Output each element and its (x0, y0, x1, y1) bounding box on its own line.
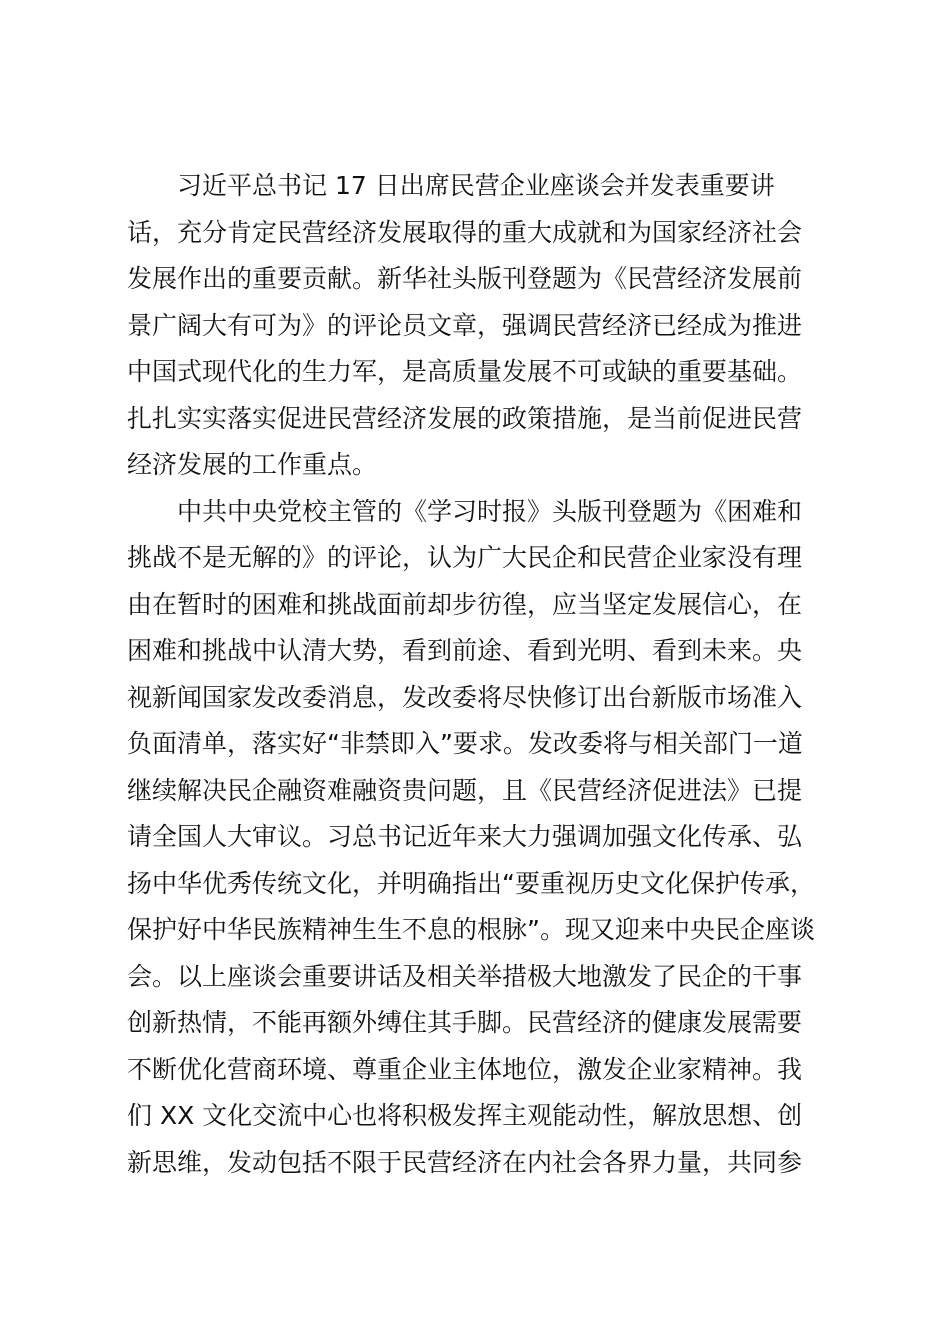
text-line: 请全国人大审议。习总书记近年来大力强调加强文化传承、弘 (127, 822, 803, 851)
text-line: 新思维，发动包括不限于民营经济在内社会各界力量，共同参 (127, 1147, 803, 1177)
text-line: 视新闻国家发改委消息，发改委将尽快修订出台新版市场准入 (127, 682, 803, 712)
text-line: 由在暂时的困难和挑战面前却步彷徨，应当坚定发展信心，在 (127, 589, 803, 619)
text-line: 发展作出的重要贡献。新华社头版刊登题为《民营经济发展前 (127, 264, 803, 293)
text-line: 中共中央党校主管的《学习时报》头版刊登题为《困难和 (177, 496, 803, 526)
text-line: 继续解决民企融资难融资贵问题，且《民营经济促进法》已提 (127, 775, 803, 805)
text-line: 景广阔大有可为》的评论员文章，强调民营经济已经成为推进 (127, 310, 803, 340)
text-line: 不断优化营商环境、尊重企业主体地位，激发企业家精神。我 (127, 1054, 803, 1084)
text-line: 经济发展的工作重点。 (127, 450, 378, 479)
paragraph-2 (127, 489, 827, 1187)
text-line: 困难和挑战中认清大势，看到前途、看到光明、看到未来。央 (127, 636, 803, 665)
text-line: 中国式现代化的生力军，是高质量发展不可或缺的重要基础。 (127, 357, 803, 386)
text-line: 扎扎实实落实促进民营经济发展的政策措施，是当前促进民营 (127, 403, 803, 433)
text-line: 扬中华优秀传统文化，并明确指出“要重视历史文化保护传承， (127, 868, 815, 898)
text-line: 们 XX 文化交流中心也将积极发挥主观能动性，解放思想、创 (127, 1101, 803, 1130)
text-line: 挑战不是无解的》的评论，认为广大民企和民营企业家没有理 (127, 543, 803, 572)
text-line: 创新热情，不能再额外缚住其手脚。民营经济的健康发展需要 (127, 1008, 803, 1037)
text-line: 习近平总书记 17 日出席民营企业座谈会并发表重要讲 (177, 171, 775, 200)
text-line: 负面清单，落实好“非禁即入”要求。发改委将与相关部门一道 (127, 729, 803, 758)
text-line: 话，充分肯定民营经济发展取得的重大成就和为国家经济社会 (127, 217, 803, 247)
text-line: 会。以上座谈会重要讲话及相关举措极大地激发了民企的干事 (127, 961, 803, 991)
document-body (127, 163, 827, 1186)
paragraph-1 (127, 163, 827, 489)
text-line: 保护好中华民族精神生生不息的根脉”。现又迎来中央民企座谈 (127, 915, 815, 944)
